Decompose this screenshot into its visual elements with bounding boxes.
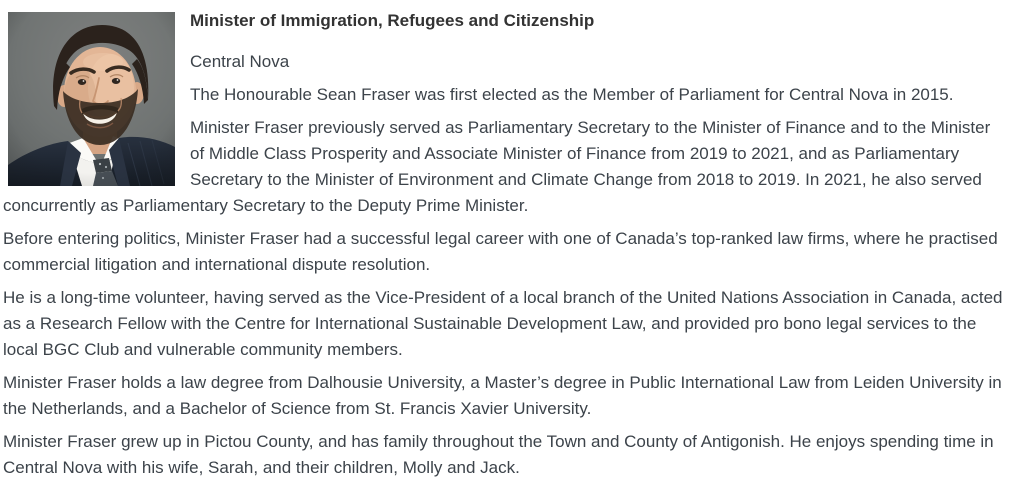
photo-vignette (8, 12, 175, 186)
page-title: Minister of Immigration, Refugees and Citizenship (190, 11, 595, 30)
constituency: Central Nova (190, 52, 290, 71)
bio-paragraph-4: He is a long-time volunteer, having served as the Vice-President of a local branch of the United Nations Association in Canada, acted as a Research Fellow with the Centre for International Sustainable Development Law, and provided pro bono legal services to the local BGC Club and vulnerable community members. (3, 288, 1003, 359)
bio-paragraph-6: Minister Fraser grew up in Pictou County, and has family throughout the Town and County of Antigonish. He enjoys spending time in Central Nova with his wife, Sarah, and their children, Molly and Jack. (3, 432, 994, 477)
bio-paragraph-2: Minister Fraser previously served as Parliamentary Secretary to the Minister of Finance and to the Minister of Middle Class Prosperity and Associate Minister of Finance from 2019 to 2021, and as Parliamentary Secretary to the Minister of Environment and Climate Change from 2018 to 2019. In 2021, he also served concurrently as Parliamentary Secretary to the Deputy Prime Minister. (3, 118, 991, 215)
bio-paragraph-1: The Honourable Sean Fraser was first elected as the Member of Parliament for Central Nova in 2015. (190, 85, 954, 104)
bio-paragraph-3: Before entering politics, Minister Fraser had a successful legal career with one of Canada’s top-ranked law firms, where he practised commercial litigation and international dispute resolution. (3, 229, 998, 274)
bio-paragraph-5: Minister Fraser holds a law degree from Dalhousie University, a Master’s degree in Public International Law from Leiden University in the Netherlands, and a Bachelor of Science from St. Francis Xavier University. (3, 373, 1002, 418)
minister-portrait-photo (8, 12, 175, 186)
portrait-illustration (8, 12, 175, 186)
